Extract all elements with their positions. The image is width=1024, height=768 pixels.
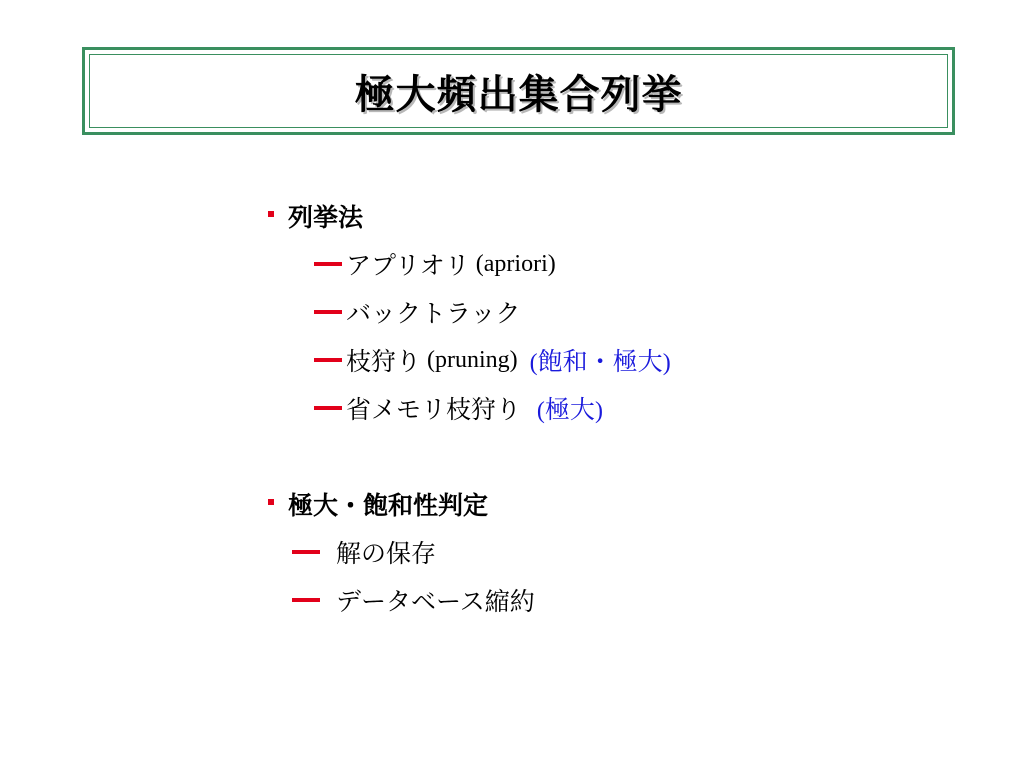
list-item-note xyxy=(530,342,671,378)
list-item-solution-storage xyxy=(268,528,968,576)
spacer xyxy=(521,394,537,423)
list-item-label: アプリオリ xyxy=(346,251,470,280)
section-heading-label: 列挙法 xyxy=(288,203,364,232)
list-item-pruning xyxy=(268,336,968,384)
note-text: 極大 xyxy=(544,395,595,424)
title-frame xyxy=(82,47,955,135)
list-item-label: 解の保存 xyxy=(336,539,437,568)
section-heading-maximality-check xyxy=(268,480,968,528)
list-item-label: 省メモリ枝狩り xyxy=(346,395,522,424)
dash-bullet-icon xyxy=(314,406,342,410)
square-bullet-icon xyxy=(268,499,274,505)
slide-title: 極大頻出集合列挙 xyxy=(354,71,683,118)
list-item-paren: (pruning) xyxy=(427,346,518,373)
list-item-note xyxy=(537,390,603,426)
list-item-memory-pruning xyxy=(268,384,968,432)
note-close-paren: ) xyxy=(594,398,603,424)
list-item-label: バックトラック xyxy=(346,299,521,328)
note-text: 飽和・極大 xyxy=(537,347,663,376)
section-heading-label: 極大・飽和性判定 xyxy=(288,491,489,520)
title-frame-inner xyxy=(89,54,948,128)
list-item-paren: (apriori) xyxy=(475,250,556,277)
bullet-content xyxy=(268,192,968,624)
section-gap xyxy=(268,432,968,480)
note-open-paren: ( xyxy=(529,350,538,376)
list-item-latin xyxy=(421,347,530,374)
list-item-latin xyxy=(470,251,556,278)
list-item-label: 枝狩り xyxy=(346,347,422,376)
dash-bullet-icon xyxy=(292,550,320,554)
list-item-database-reduction xyxy=(268,576,968,624)
note-close-paren: ) xyxy=(662,350,671,376)
list-item-apriori xyxy=(268,240,968,288)
square-bullet-icon xyxy=(268,211,274,217)
section-heading-enumeration xyxy=(268,192,968,240)
dash-bullet-icon xyxy=(314,310,342,314)
dash-bullet-icon xyxy=(314,262,342,266)
dash-bullet-icon xyxy=(292,598,320,602)
note-open-paren: ( xyxy=(536,398,545,424)
list-item-label: データベース縮約 xyxy=(336,587,535,616)
dash-bullet-icon xyxy=(314,358,342,362)
list-item-backtrack xyxy=(268,288,968,336)
